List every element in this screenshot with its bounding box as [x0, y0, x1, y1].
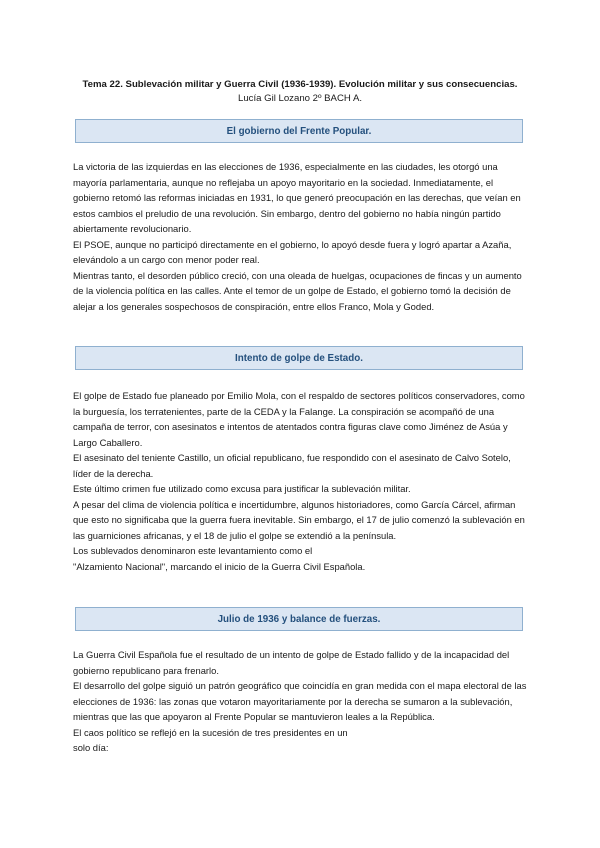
section-body: [73, 647, 528, 756]
paragraph: El asesinato del teniente Castillo, un oficial republicano, fue respondido con el asesinato de Calvo Sotelo, líder de la derecha.: [73, 452, 511, 479]
paragraph: A pesar del clima de violencia política e incertidumbre, algunos historiadores, como García Cárcel, afirman que esto no significaba que la guerra fuera inevitable. Sin embargo, el 17 de julio comenzó la sublevación en las guarniciones africanas, y el 18 de julio el golpe se extendió a la península.: [73, 498, 525, 541]
paragraph: El PSOE, aunque no participó directamente en el gobierno, lo apoyó desde fuera y logró apartar a Azaña, elevándolo a un cargo con menor poder real.: [73, 238, 512, 265]
paragraph: Este último crimen fue utilizado como excusa para justificar la sublevación militar.: [73, 483, 411, 494]
section-heading-box: [75, 346, 523, 370]
document-header: [40, 78, 560, 106]
document-title: Tema 22. Sublevación militar y Guerra Civil (1936-1939). Evolución militar y sus consecuencias.: [82, 79, 518, 90]
paragraph: El desarrollo del golpe siguió un patrón geográfico que coincidía en gran medida con el mapa electoral de las elecciones de 1936: las zonas que votaron mayoritariamente por la derecha se sumaron a la sublevación, mientras que las que apoyaron al Frente Popular se mantuvieron leales a la República.: [73, 680, 527, 722]
paragraph: "Alzamiento Nacional", marcando el inicio de la Guerra Civil Española.: [73, 560, 366, 572]
paragraph: El golpe de Estado fue planeado por Emilio Mola, con el respaldo de sectores políticos conservadores, como la burguesía, los terratenientes, parte de la CEDA y la Falange. La conspiración se acompañó de una campaña de terror, con asesinatos e intentos de atentados contra figuras clave como Jiménez de Asúa y Largo Caballero.: [73, 390, 525, 448]
paragraph: solo día:: [73, 742, 109, 753]
section-heading-box: [75, 607, 523, 631]
paragraph: Mientras tanto, el desorden público creció, con una oleada de huelgas, ocupaciones de fincas y un aumento de la violencia política en las calles. Ante el temor de un golpe de Estado, el gobierno tomó la decisión de alejar a los generales sospechosos de conspiración, entre ellos Franco, Mola y Goded.: [73, 269, 522, 312]
section-body: [73, 159, 528, 314]
paragraph: El caos político se reflejó en la sucesión de tres presidentes en un: [73, 726, 348, 738]
paragraph: Los sublevados denominaron este levantamiento como el: [73, 545, 313, 556]
section-heading: El gobierno del Frente Popular.: [226, 125, 372, 137]
section-heading-box: [75, 119, 523, 143]
paragraph: La Guerra Civil Española fue el resultado de un intento de golpe de Estado fallido y de la incapacidad del gobierno republicano para frenarlo.: [73, 649, 510, 676]
section-heading: Julio de 1936 y balance de fuerzas.: [217, 613, 381, 625]
paragraph: La victoria de las izquierdas en las elecciones de 1936, especialmente en las ciudades, les otorgó una mayoría parlamentaria, aunque no reflejaba un apoyo mayoritario en la sociedad. Inmediatamente, el gobierno retomó las reformas iniciadas en 1931, lo que generó preocupación en las derechas, que veían en estos cambios el preludio de una revolución. Sin embargo, dentro del gobierno no había ningún partido abiertamente revolucionario.: [73, 161, 521, 234]
section-body: [73, 388, 528, 574]
document-author: Lucía Gil Lozano 2º BACH A.: [237, 93, 363, 104]
section-heading: Intento de golpe de Estado.: [235, 352, 363, 364]
